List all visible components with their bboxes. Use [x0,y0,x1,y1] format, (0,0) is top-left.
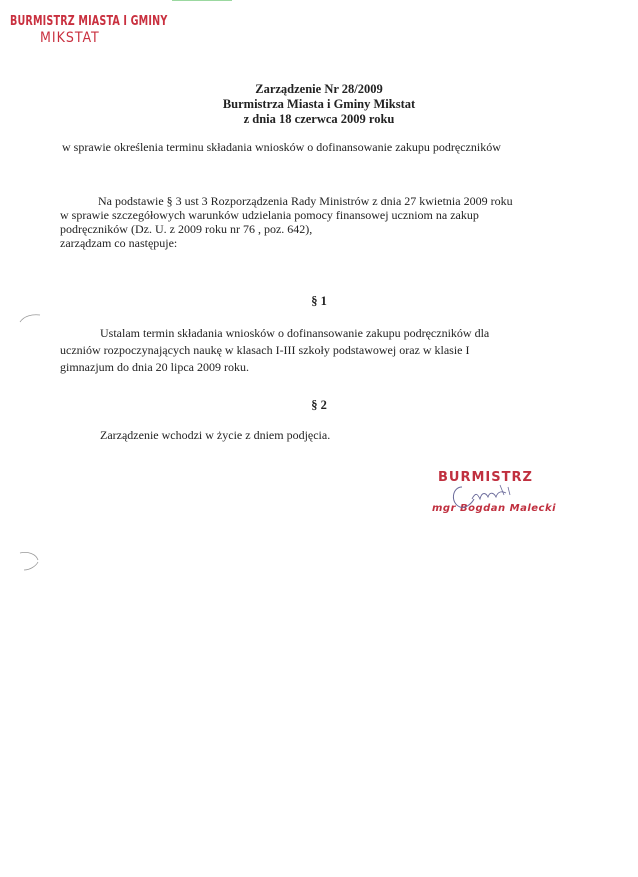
scan-margin-mark [18,550,42,572]
stamp-line-town: MIKSTAT [40,30,100,47]
heading-number: Zarządzenie Nr 28/2009 [255,82,383,96]
stamp-line-office: BURMISTRZ MIASTA I GMINY [10,14,168,29]
section-2-sign: § 2 [311,398,327,412]
basis-line: Na podstawie § 3 ust 3 Rozporządzenia Rady Ministrów z dnia 27 kwietnia 2009 roku [98,194,513,208]
heading-date: z dnia 18 czerwca 2009 roku [243,112,395,126]
section-1-line: Ustalam termin składania wniosków o dofinansowanie zakupu podręczników dla [100,326,490,340]
legal-basis [60,194,560,250]
document-subject: w sprawie określenia terminu składania wniosków o dofinansowanie zakupu podręczników [62,140,501,154]
handwritten-signature [448,481,518,513]
signature-stamp-name: mgr Bogdan Malecki [432,503,557,514]
section-1-line: uczniów rozpoczynających naukę w klasach I-III szkoły podstawowej oraz w klasie I [60,343,470,357]
section-1-sign: § 1 [311,294,327,308]
scan-edge-mark [172,0,232,1]
office-stamp [10,14,170,48]
heading-issuer: Burmistrza Miasta i Gminy Mikstat [222,97,416,111]
basis-line: podręczników (Dz. U. z 2009 roku nr 76 , poz. 642), [60,222,313,236]
section-1-line: gimnazjum do dnia 20 lipca 2009 roku. [60,360,249,374]
section-2-text: Zarządzenie wchodzi w życie z dniem podjęcia. [100,428,331,442]
basis-line: zarządzam co następuje: [60,236,178,250]
section-1-text [60,325,560,376]
signature-stamp-title: BURMISTRZ [438,470,533,485]
document-heading [0,82,638,127]
scan-margin-mark [18,312,42,326]
basis-line: w sprawie szczegółowych warunków udzielania pomocy finansowej uczniom na zakup [60,208,479,222]
